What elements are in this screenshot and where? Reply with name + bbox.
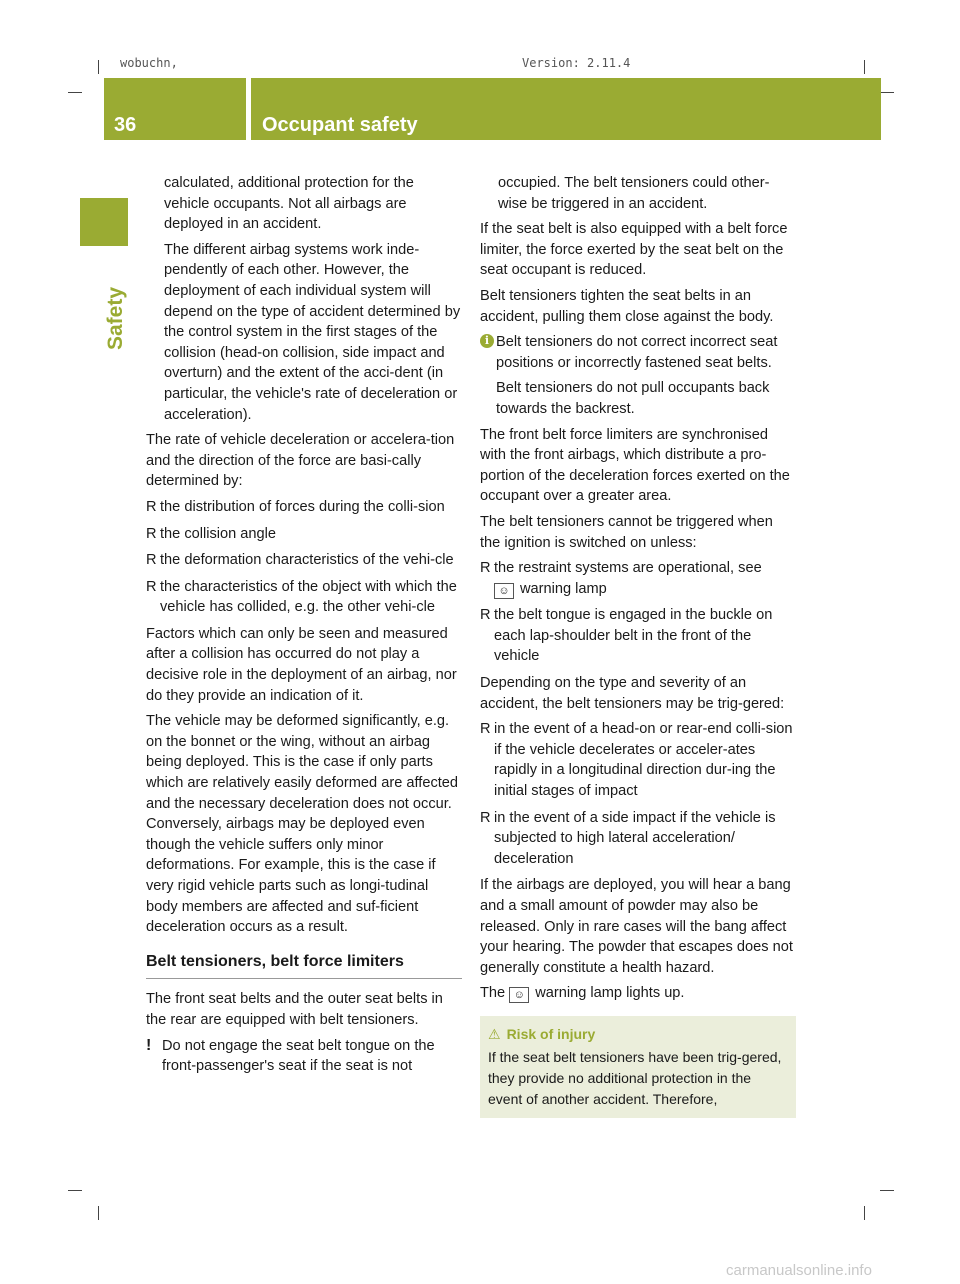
list-item-text: the distribution of forces during the colli-sion bbox=[160, 498, 445, 515]
seat-belt-warning-lamp-icon: ☺ bbox=[494, 583, 514, 599]
bullet-mark: R bbox=[146, 498, 157, 515]
side-tab-block bbox=[80, 198, 128, 246]
warning-title-text: Risk of injury bbox=[506, 1025, 596, 1042]
section-title: Occupant safety bbox=[262, 114, 418, 136]
bullet-mark: R bbox=[480, 560, 491, 577]
paragraph: Depending on the type and severity of an accident, the belt tensioners may be trig-gered: bbox=[480, 675, 785, 712]
crop-mark bbox=[880, 92, 894, 93]
crop-mark bbox=[864, 60, 865, 74]
list-item-text: the collision angle bbox=[160, 525, 277, 542]
list-item bbox=[146, 550, 462, 571]
bullet-mark: R bbox=[480, 809, 491, 826]
caution-note bbox=[146, 1036, 462, 1077]
paragraph: calculated, additional protection for the vehicle occupants. Not all airbags are deployed in an accident. bbox=[164, 175, 414, 233]
list-item bbox=[480, 558, 796, 599]
paragraph: The front seat belts and the outer seat belts in the rear are equipped with belt tensioners. bbox=[146, 991, 443, 1028]
bullet-mark: R bbox=[146, 552, 157, 569]
version-label: Version: 2.11.4 bbox=[522, 56, 631, 70]
header-bar bbox=[104, 78, 881, 140]
crop-mark bbox=[864, 1206, 865, 1220]
warning-triangle-icon: ⚠ bbox=[488, 1025, 501, 1042]
paragraph: If the seat belt is also equipped with a belt force limiter, the force exerted by the seat belt on the seat occupant is reduced. bbox=[480, 221, 788, 279]
page-number: 36 bbox=[114, 114, 137, 136]
info-note-text: Belt tensioners do not correct incorrect seat positions or incorrectly fastened seat belts. bbox=[496, 334, 778, 371]
warning-title bbox=[488, 1024, 786, 1045]
caution-note-text: Do not engage the seat belt tongue on the front-passenger's seat if the seat is not bbox=[162, 1037, 435, 1075]
crop-mark bbox=[98, 1206, 99, 1220]
list-item-text: warning lamp bbox=[520, 580, 607, 597]
paragraph: The different airbag systems work inde-pendently of each other. However, the deployment of each individual system will depend on the type of accident determined by the control system in the first stages of the collision (head-on collision, side impact and overturn) and the extent of the acci-dent (in particular, the vehicle's rate of deceleration or acceleration). bbox=[164, 241, 461, 423]
subheading: Belt tensioners, belt force limiters bbox=[146, 952, 462, 980]
info-note bbox=[480, 332, 796, 419]
seat-belt-warning-lamp-icon: ☺ bbox=[509, 987, 529, 1003]
paragraph: The vehicle may be deformed significantly, e.g. on the bonnet or the wing, without an airbag being deployed. This is the case if only parts which are relatively easily deformed are affected and the necessary deceleration does not occur. Conversely, airbags may be deployed even though the vehicle suffers only minor deformations. For example, this is the case if very rigid vehicle parts such as longi-tudinal body members are affected and suf-ficient deceleration occurs as a result. bbox=[146, 713, 459, 936]
bullet-mark: R bbox=[480, 607, 491, 624]
right-column bbox=[480, 173, 796, 1118]
info-icon: i bbox=[480, 334, 494, 348]
list-item-text: the restraint systems are operational, see bbox=[494, 560, 762, 577]
warning-box bbox=[480, 1016, 796, 1118]
list-item bbox=[480, 605, 796, 667]
list-item-text: the belt tongue is engaged in the buckle on each lap-shoulder belt in the front of the vehicle bbox=[494, 607, 773, 665]
exclamation-icon: ! bbox=[146, 1036, 152, 1054]
list-item bbox=[146, 497, 462, 518]
footer-watermark: carmanualsonline.info bbox=[726, 1262, 872, 1279]
paragraph bbox=[480, 983, 796, 1004]
crop-mark bbox=[880, 1190, 894, 1191]
paragraph: Factors which can only be seen and measured after a collision has occurred do not play a decisive role in the deployment of an airbag, nor do they provide an indication of it. bbox=[146, 625, 457, 704]
list-item-text: the deformation characteristics of the vehi-cle bbox=[160, 552, 454, 569]
paragraph: The front belt force limiters are synchronised with the front airbags, which distribute a pro-portion of the deceleration forces exerted on the occupant over a greater area. bbox=[480, 426, 790, 505]
paragraph: If the airbags are deployed, you will hear a bang and a small amount of powder may also be released. Only in rare cases will the bang affect your hearing. The powder that escapes does not generally constitute a health hazard. bbox=[480, 877, 793, 976]
left-column bbox=[146, 173, 462, 1082]
paragraph-text: The bbox=[480, 985, 506, 1002]
paragraph: Belt tensioners tighten the seat belts in an accident, pulling them close against the body. bbox=[480, 287, 774, 325]
bullet-mark: R bbox=[480, 721, 491, 738]
list-item bbox=[480, 808, 796, 870]
paragraph: The rate of vehicle deceleration or accelera-tion and the direction of the force are basi-cally determined by: bbox=[146, 432, 455, 490]
bullet-mark: R bbox=[146, 525, 157, 542]
paragraph: occupied. The belt tensioners could other-wise be triggered in an accident. bbox=[498, 175, 770, 212]
info-note-text: Belt tensioners do not pull occupants back towards the backrest. bbox=[496, 380, 770, 417]
bullet-mark: R bbox=[146, 578, 157, 595]
list-item-text: the characteristics of the object with which the vehicle has collided, e.g. the other vehi-cle bbox=[160, 578, 457, 616]
list-item bbox=[146, 524, 462, 545]
file-label: wobuchn, bbox=[120, 56, 178, 70]
header-separator bbox=[246, 78, 251, 140]
paragraph-text: warning lamp lights up. bbox=[535, 985, 685, 1002]
list-item bbox=[146, 577, 462, 618]
list-item bbox=[480, 719, 796, 801]
crop-mark bbox=[68, 92, 82, 93]
warning-text: If the seat belt tensioners have been trig-gered, they provide no additional protection in the event of another accident. Therefore, bbox=[488, 1048, 782, 1107]
list-item-text: in the event of a side impact if the vehicle is subjected to high lateral acceleration/ deceleration bbox=[494, 809, 776, 867]
crop-mark bbox=[68, 1190, 82, 1191]
paragraph: The belt tensioners cannot be triggered when the ignition is switched on unless: bbox=[480, 513, 773, 551]
list-item-text: in the event of a head-on or rear-end colli-sion if the vehicle decelerates or acceler-ates rapidly in a longitudinal direction dur-ing the initial stages of impact bbox=[494, 721, 793, 800]
crop-mark bbox=[98, 60, 99, 74]
side-tab-label: Safety bbox=[104, 286, 127, 350]
